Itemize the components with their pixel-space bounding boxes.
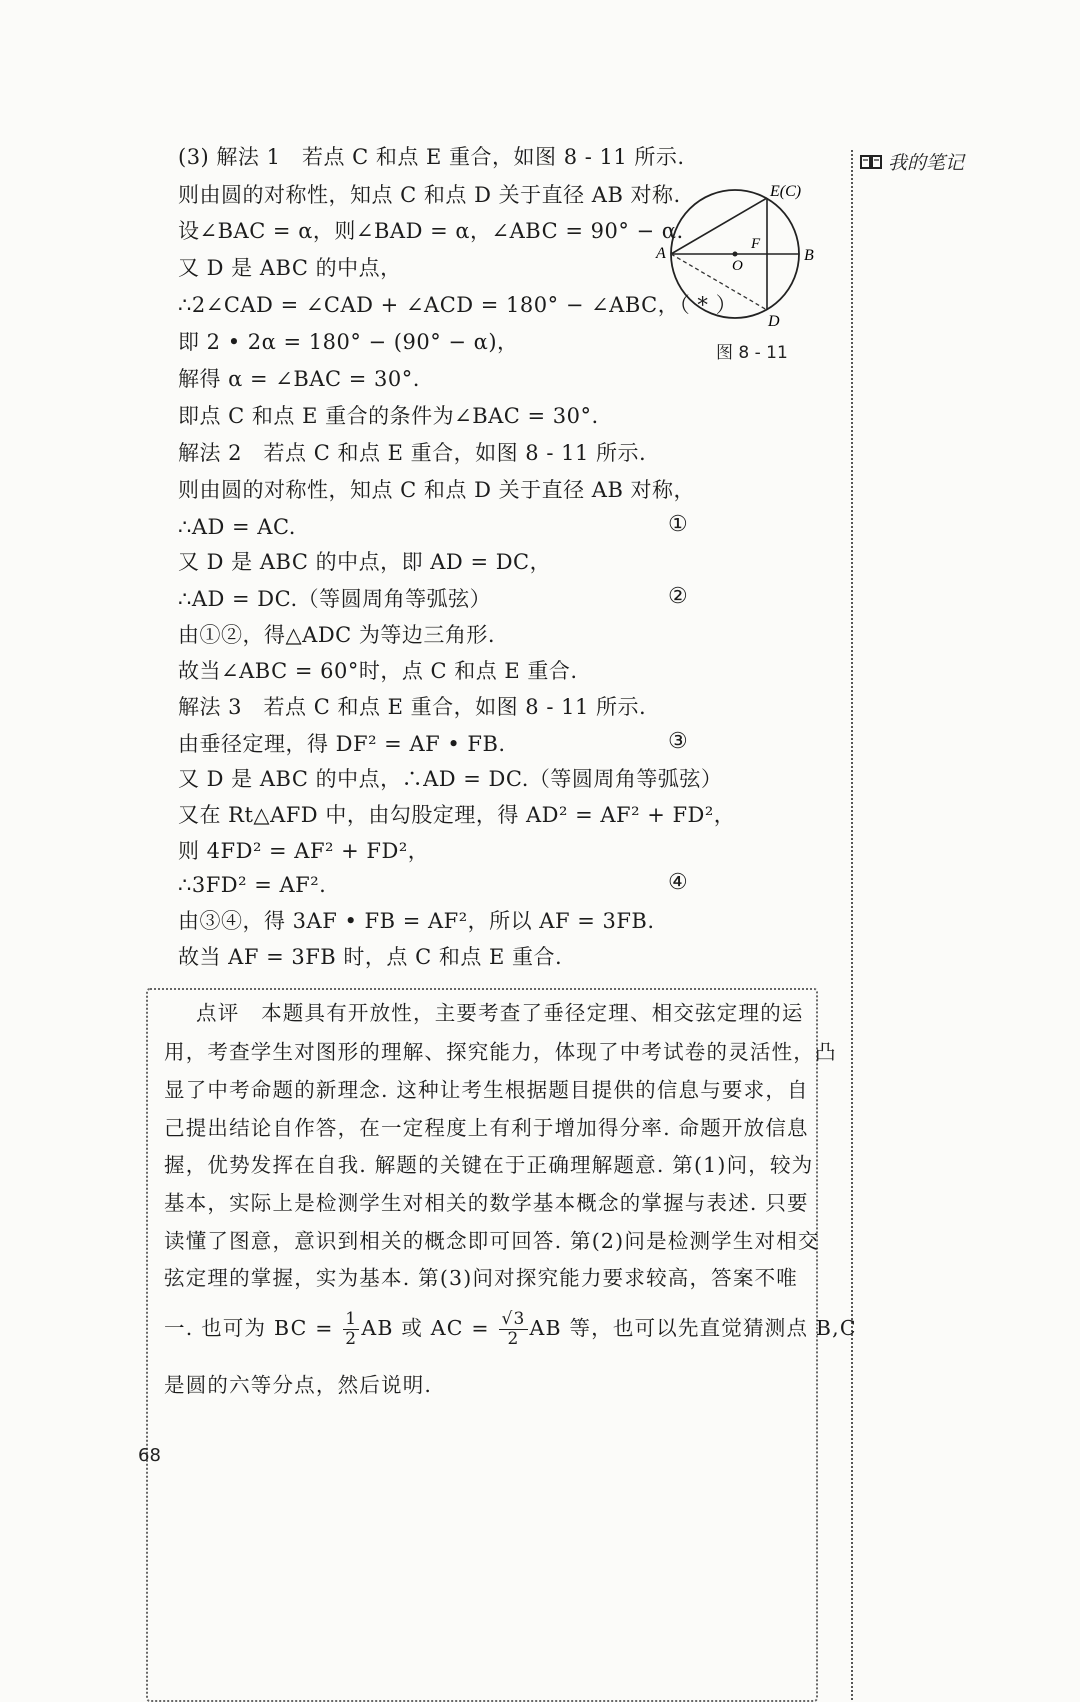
marker-1: ①	[668, 512, 688, 537]
comment-line: 握，优势发挥在自我. 解题的关键在于正确理解题意. 第(1)问，较为	[164, 1153, 814, 1177]
text-line: ∴3FD² = AF².	[178, 873, 327, 897]
figure-caption: 图 8 - 11	[716, 343, 788, 363]
label-O: O	[732, 258, 743, 274]
text-line: ∴AD = DC.（等圆周角等弧弦）	[178, 587, 492, 611]
comment-line: 己提出结论自作答，在一定程度上有利于增加得分率. 命题开放信息	[164, 1116, 809, 1140]
text-line: ∴AD = AC.	[178, 515, 296, 539]
text-line: 解法 3 若点 C 和点 E 重合，如图 8 - 11 所示.	[178, 695, 647, 719]
label-D: D	[768, 313, 780, 328]
text-line: 解法 2 若点 C 和点 E 重合，如图 8 - 11 所示.	[178, 441, 647, 465]
comment-line: 读懂了图意，意识到相关的概念即可回答. 第(2)问是检测学生对相交	[164, 1229, 820, 1253]
comment-line: 是圆的六等分点，然后说明.	[164, 1373, 433, 1397]
fraction-one-half	[343, 1310, 359, 1349]
page-number: 68	[138, 1445, 161, 1466]
text-line: 解得 α = ∠BAC = 30°.	[178, 367, 420, 391]
comment-line: 点评 本题具有开放性，主要考查了垂径定理、相交弦定理的运	[196, 1001, 804, 1025]
text-line: 由③④，得 3AF • FB = AF²，所以 AF = 3FB.	[178, 909, 655, 933]
text-line: 又 D 是 ABC 的中点，即 AD = DC，	[178, 550, 552, 574]
comment-line: 弦定理的掌握，实为基本. 第(3)问对探究能力要求较高，答案不唯	[164, 1266, 798, 1290]
text-line: 即点 C 和点 E 重合的条件为∠BAC = 30°.	[178, 404, 599, 428]
marker-3: ③	[668, 729, 688, 754]
text-line: ∴2∠CAD = ∠CAD + ∠ACD = 180° − ∠ABC，（ * ）	[178, 293, 738, 317]
fraction-denominator: 2	[507, 1329, 520, 1349]
fraction-numerator: 1	[345, 1309, 358, 1329]
comment-line: 显了中考命题的新理念. 这种让考生根据题目提供的信息与要求，自	[164, 1078, 809, 1102]
text-line: (3) 解法 1 若点 C 和点 E 重合，如图 8 - 11 所示.	[178, 145, 685, 169]
label-F: F	[751, 236, 761, 252]
label-B: B	[804, 247, 814, 264]
center-dot	[733, 252, 738, 257]
label-E: E(C)	[770, 183, 802, 200]
text-line: 则由圆的对称性，知点 C 和点 D 关于直径 AB 对称.	[178, 183, 681, 207]
text-line: 由垂径定理，得 DF² = AF • FB.	[178, 732, 506, 756]
text-line: 又 D 是 ABC 的中点，∴AD = DC.（等圆周角等弧弦）	[178, 767, 723, 791]
comment-line-fractions	[164, 1310, 857, 1349]
comment-line9-pre: 一. 也可为 BC =	[164, 1316, 342, 1340]
text-line: 则 4FD² = AF² + FD²，	[178, 839, 430, 863]
notes-header	[860, 148, 964, 175]
marker-2: ②	[668, 584, 688, 609]
text-line: 故当∠ABC = 60°时，点 C 和点 E 重合.	[178, 659, 578, 683]
comment-line9-mid: AB 或 AC =	[361, 1316, 498, 1340]
text-line: 又 D 是 ABC 的中点，	[178, 256, 402, 280]
text-line: 由①②，得△ADC 为等边三角形.	[178, 623, 496, 647]
fraction-root3-half	[499, 1310, 527, 1349]
text-line: 故当 AF = 3FB 时，点 C 和点 E 重合.	[178, 945, 563, 969]
marker-4: ④	[668, 870, 688, 895]
text-line: 设∠BAC = α，则∠BAD = α，∠ABC = 90° − α.	[178, 219, 684, 243]
text-line: 则由圆的对称性，知点 C 和点 D 关于直径 AB 对称，	[178, 478, 696, 502]
text-line: 又在 Rt△AFD 中，由勾股定理，得 AD² = AF² + FD²，	[178, 803, 736, 827]
notes-divider	[851, 150, 853, 1700]
comment-line: 基本，实际上是检测学生对相关的数学基本概念的掌握与表述. 只要	[164, 1191, 809, 1215]
notes-title: 我的笔记	[888, 152, 965, 174]
comment-line9-post: AB 等，也可以先直觉猜测点 B,C	[529, 1316, 857, 1340]
comment-line: 用，考查学生对图形的理解、探究能力，体现了中考试卷的灵活性，凸	[164, 1040, 837, 1064]
label-A: A	[656, 245, 666, 262]
fraction-denominator: 2	[345, 1329, 358, 1349]
book-icon	[860, 154, 882, 170]
fraction-numerator: √3	[501, 1309, 526, 1329]
text-line: 即 2 • 2α = 180° − (90° − α)，	[178, 330, 519, 354]
